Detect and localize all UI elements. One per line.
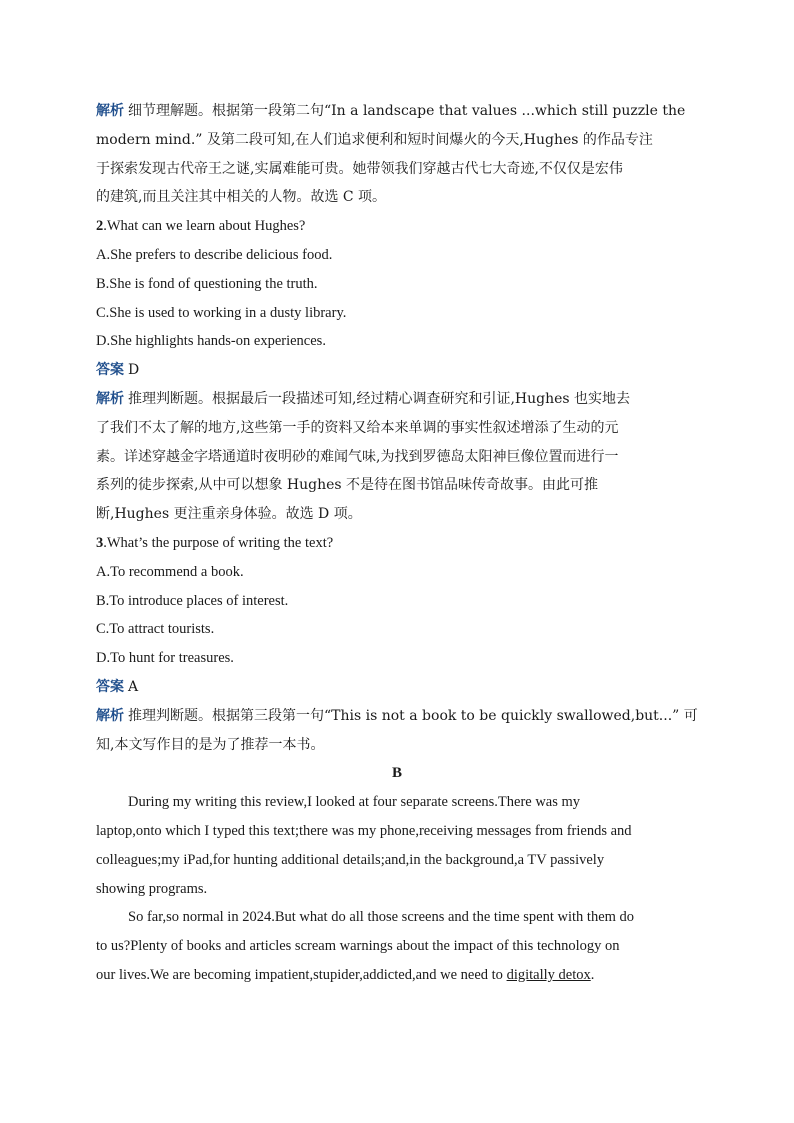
answer-line	[96, 673, 698, 702]
answer-label: 答案	[96, 678, 124, 695]
passage-line	[96, 961, 698, 990]
answer-value: D	[128, 362, 140, 379]
passage-text: .	[590, 966, 595, 983]
question-text: .What can we learn about Hughes?	[103, 218, 306, 235]
question-number: 2	[96, 218, 104, 235]
passage-line: So far,so normal in 2024.But what do all those screens and the time spent with them do	[128, 909, 635, 926]
analysis-label: 解析	[96, 103, 124, 119]
question-stem	[96, 212, 698, 241]
analysis-line: 断,Hughes 更注重亲身体验。故选 D 项。	[96, 506, 362, 523]
passage-line: to us?Plenty of books and articles scream warnings about the impact of this technology on	[96, 938, 620, 955]
question-text: .What’s the purpose of writing the text?	[103, 534, 334, 551]
answer-label: 答案	[96, 362, 124, 379]
document-page	[96, 97, 698, 990]
passage-line: laptop,onto which I typed this text;there was my phone,receiving messages from friends and	[96, 822, 632, 839]
option-b: B.To introduce places of interest.	[96, 592, 289, 609]
analysis-line: 了我们不太了解的地方,这些第一手的资料又给本来单调的事实性叙述增添了生动的元	[96, 419, 619, 436]
option-a: A.She prefers to describe delicious food.	[96, 246, 333, 263]
passage-line: colleagues;my iPad,for hunting additional details;and,in the background,a TV passively	[96, 851, 605, 868]
analysis-line	[96, 702, 698, 731]
analysis-line	[96, 385, 698, 414]
analysis-line: modern mind.” 及第二段可知,在人们追求便利和短时间爆火的今天,Hughes 的作品专注	[96, 131, 653, 148]
analysis-text: 推理判断题。根据最后一段描述可知,经过精心调查研究和引证,Hughes 也实地去	[128, 390, 631, 407]
section-heading: B	[391, 765, 402, 782]
question-stem	[96, 529, 698, 558]
option-d: D.To hunt for treasures.	[96, 650, 234, 667]
analysis-line: 素。详述穿越金字塔通道时夜明砂的难闻气味,为找到罗德岛太阳神巨像位置而进行一	[96, 448, 619, 465]
option-c: C.She is used to working in a dusty library.	[96, 304, 347, 321]
option-a: A.To recommend a book.	[96, 563, 244, 580]
analysis-line: 知,本文写作目的是为了推荐一本书。	[96, 736, 325, 753]
passage-line: During my writing this review,I looked at four separate screens.There was my	[128, 794, 581, 811]
analysis-line: 于探索发现古代帝王之谜,实属难能可贵。她带领我们穿越古代七大奇迹,不仅仅是宏伟	[96, 160, 623, 177]
passage-line: showing programs.	[96, 880, 208, 897]
option-c: C.To attract tourists.	[96, 621, 215, 638]
analysis-text: 细节理解题。根据第一段第二句“In a landscape that values ...which still puzzle the	[128, 103, 686, 119]
analysis-label: 解析	[96, 390, 124, 407]
answer-line	[96, 356, 698, 385]
analysis-line: 系列的徒步探索,从中可以想象 Hughes 不是待在图书馆品味传奇故事。由此可推	[96, 477, 599, 494]
analysis-text: 推理判断题。根据第三段第一句“This is not a book to be quickly swallowed,but...” 可	[128, 707, 698, 724]
analysis-line: 的建筑,而且关注其中相关的人物。故选 C 项。	[96, 189, 387, 206]
question-number: 3	[96, 534, 104, 551]
underlined-phrase: digitally detox	[506, 966, 591, 983]
option-b: B.She is fond of questioning the truth.	[96, 275, 318, 292]
analysis-line	[96, 97, 698, 126]
answer-value: A	[128, 678, 139, 695]
passage-text: our lives.We are becoming impatient,stupider,addicted,and we need to	[96, 966, 507, 983]
option-d: D.She highlights hands-on experiences.	[96, 333, 326, 350]
analysis-label: 解析	[96, 707, 124, 724]
